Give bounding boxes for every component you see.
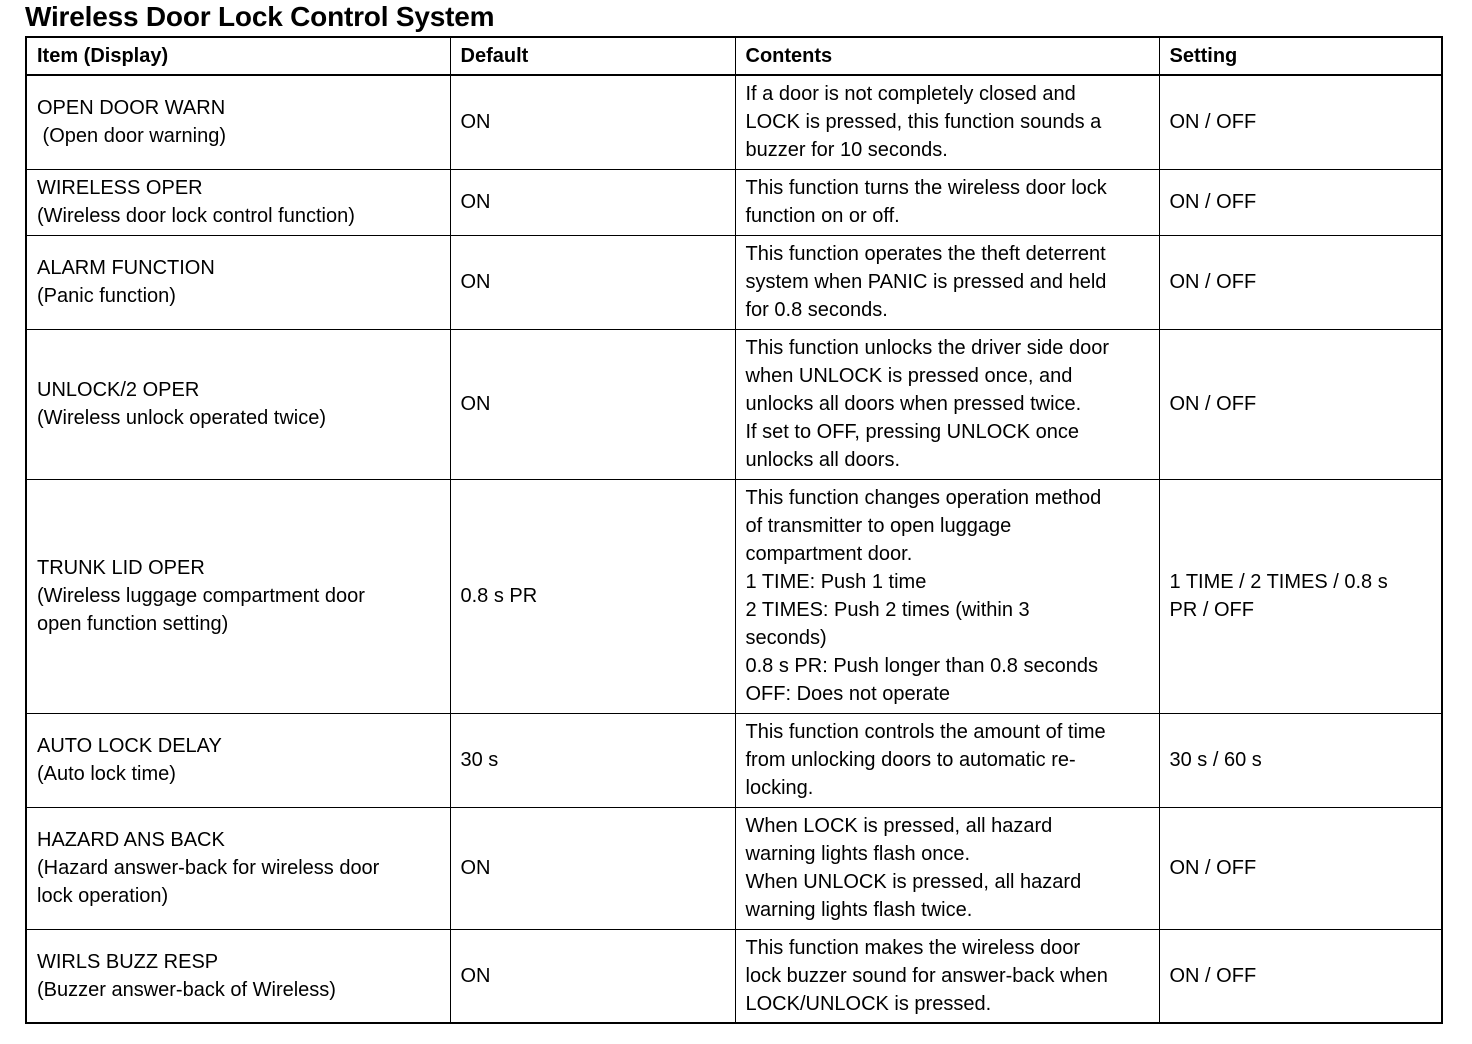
item-cell — [26, 807, 450, 929]
item-cell — [26, 329, 450, 479]
item-display-name: OPEN DOOR WARN — [37, 97, 226, 120]
default-cell: ON — [450, 807, 735, 929]
item-cell — [26, 235, 450, 329]
page-title: Wireless Door Lock Control System — [25, 1, 495, 32]
item-cell — [26, 929, 450, 1023]
item-description: (Wireless unlock operated twice) — [37, 407, 326, 429]
contents-cell: This function makes the wireless door lock buzzer sound for answer-back when LOCK/UNLOCK is pressed. — [735, 929, 1159, 1023]
item-description: (Panic function) — [37, 285, 176, 307]
contents-cell: This function controls the amount of time from unlocking doors to automatic re- locking. — [735, 713, 1159, 807]
item-description: (Open door warning) — [37, 125, 226, 148]
default-cell: ON — [450, 169, 735, 235]
column-header-contents: Contents — [735, 37, 1159, 75]
item-description: (Wireless door lock control function) — [37, 205, 355, 227]
item-description: (Buzzer answer-back of Wireless) — [37, 978, 336, 1001]
item-cell — [26, 75, 450, 169]
setting-cell: ON / OFF — [1159, 235, 1442, 329]
item-display-name: AUTO LOCK DELAY — [37, 735, 222, 757]
contents-cell: When LOCK is pressed, all hazard warning lights flash once. When UNLOCK is pressed, all hazard warning lights flash twice. — [735, 807, 1159, 929]
default-cell: 30 s — [450, 713, 735, 807]
default-cell: ON — [450, 75, 735, 169]
column-header-default: Default — [450, 37, 735, 75]
table-row — [26, 479, 1442, 713]
contents-cell: This function unlocks the driver side door when UNLOCK is pressed once, and unlocks all doors when pressed twice. If set to OFF, pressing UNLOCK once unlocks all doors. — [735, 329, 1159, 479]
contents-cell: This function turns the wireless door lock function on or off. — [735, 169, 1159, 235]
table-row — [26, 169, 1442, 235]
table-row — [26, 929, 1442, 1023]
contents-cell: If a door is not completely closed and LOCK is pressed, this function sounds a buzzer for 10 seconds. — [735, 75, 1159, 169]
default-cell: 0.8 s PR — [450, 479, 735, 713]
setting-cell: ON / OFF — [1159, 329, 1442, 479]
setting-cell: ON / OFF — [1159, 75, 1442, 169]
item-description: (Hazard answer-back for wireless door lock operation) — [37, 857, 380, 907]
setting-cell: ON / OFF — [1159, 929, 1442, 1023]
table-row — [26, 235, 1442, 329]
item-description: (Wireless luggage compartment door open function setting) — [37, 585, 365, 635]
item-cell — [26, 713, 450, 807]
contents-cell: This function changes operation method of transmitter to open luggage compartment door. 1 TIME: Push 1 time 2 TIMES: Push 2 times (within 3 seconds) 0.8 s PR: Push longer than 0.8 seconds OFF: Does not operate — [735, 479, 1159, 713]
item-display-name: ALARM FUNCTION — [37, 257, 215, 279]
settings-table — [25, 36, 1443, 1024]
column-header-setting: Setting — [1159, 37, 1442, 75]
item-description: (Auto lock time) — [37, 763, 176, 785]
item-display-name: UNLOCK/2 OPER — [37, 379, 200, 401]
setting-cell: ON / OFF — [1159, 807, 1442, 929]
table-row — [26, 75, 1442, 169]
default-cell: ON — [450, 235, 735, 329]
table-header-row — [26, 37, 1442, 75]
table-row — [26, 329, 1442, 479]
item-display-name: WIRELESS OPER — [37, 177, 203, 199]
default-cell: ON — [450, 329, 735, 479]
item-display-name: WIRLS BUZZ RESP — [37, 950, 219, 973]
column-header-item: Item (Display) — [26, 37, 450, 75]
table-row — [26, 713, 1442, 807]
setting-cell: 1 TIME / 2 TIMES / 0.8 s PR / OFF — [1159, 479, 1442, 713]
item-display-name: TRUNK LID OPER — [37, 557, 205, 579]
setting-cell: 30 s / 60 s — [1159, 713, 1442, 807]
table-row — [26, 807, 1442, 929]
setting-cell: ON / OFF — [1159, 169, 1442, 235]
item-cell — [26, 169, 450, 235]
item-cell — [26, 479, 450, 713]
item-display-name: HAZARD ANS BACK — [37, 829, 225, 851]
contents-cell: This function operates the theft deterrent system when PANIC is pressed and held for 0.8 seconds. — [735, 235, 1159, 329]
default-cell: ON — [450, 929, 735, 1023]
